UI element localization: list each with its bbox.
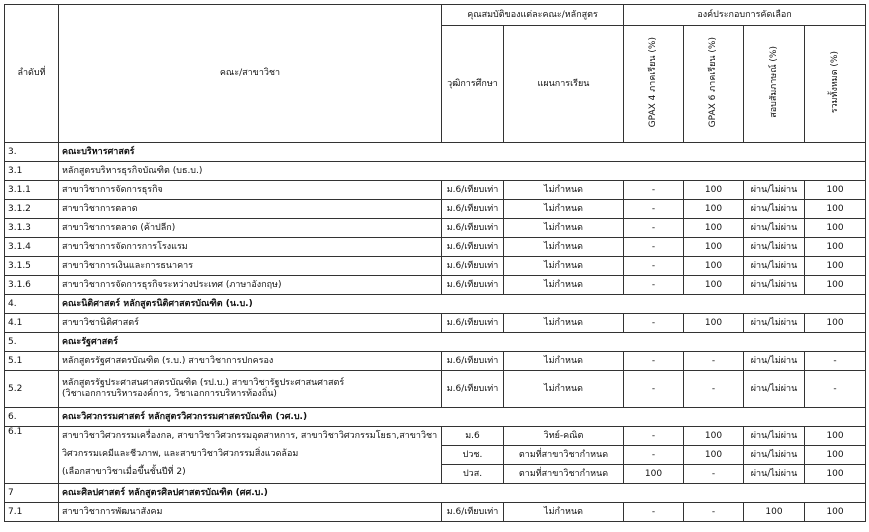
total-value: 100 — [805, 503, 866, 522]
education: ปวช. — [442, 446, 504, 465]
education: ม.6/เทียบเท่า — [442, 200, 504, 219]
row-no: 3. — [5, 143, 59, 162]
row-no: 3.1.2 — [5, 200, 59, 219]
row-no: 3.1.3 — [5, 219, 59, 238]
row-no: 3.1.4 — [5, 238, 59, 257]
total-value: 100 — [805, 219, 866, 238]
gpax4-value: 100 — [624, 465, 684, 484]
gpax4-value: - — [624, 219, 684, 238]
header-qualification-group: คุณสมบัติของแต่ละคณะ/หลักสูตร — [442, 5, 624, 26]
study-plan: ตามที่สาขาวิชากำหนด — [504, 465, 624, 484]
section-title: คณะวิศวกรรมศาสตร์ หลักสูตรวิศวกรรมศาสตรบัณฑิต (วศ.บ.) — [59, 408, 866, 427]
program-name: วิศวกรรมเคมีและชีวภาพ, และสาขาวิชาวิศวกรรมสิ่งแวดล้อม — [62, 449, 299, 459]
interview-value: ผ่าน/ไม่ผ่าน — [744, 352, 805, 371]
study-plan: ไม่กำหนด — [504, 314, 624, 333]
gpax4-value: - — [624, 371, 684, 408]
table-row — [5, 427, 866, 446]
program-name: สาขาวิชาการเงินและการธนาคาร — [59, 257, 442, 276]
table-header — [5, 5, 866, 143]
total-value: 100 — [805, 446, 866, 465]
program-name-detail: (วิชาเอกการบริหารองค์การ, วิชาเอกการบริหารท้องถิ่น) — [62, 389, 277, 399]
education: ปวส. — [442, 465, 504, 484]
row-no: 4.1 — [5, 314, 59, 333]
gpax4-value: - — [624, 200, 684, 219]
table-row — [5, 408, 866, 427]
education: ม.6/เทียบเท่า — [442, 238, 504, 257]
interview-value: ผ่าน/ไม่ผ่าน — [744, 465, 805, 484]
row-no: 6. — [5, 408, 59, 427]
study-plan: ไม่กำหนด — [504, 257, 624, 276]
table-row — [5, 257, 866, 276]
interview-value: ผ่าน/ไม่ผ่าน — [744, 219, 805, 238]
program-name: สาขาวิชาการตลาด (ค้าปลีก) — [59, 219, 442, 238]
subsection-title: หลักสูตรบริหารธุรกิจบัณฑิต (บธ.บ.) — [59, 162, 866, 181]
education: ม.6/เทียบเท่า — [442, 371, 504, 408]
education: ม.6 — [442, 427, 504, 446]
total-value: 100 — [805, 465, 866, 484]
gpax4-value: - — [624, 238, 684, 257]
program-name: สาขาวิชาวิศวกรรมเครื่องกล, สาขาวิชาวิศวกรรมอุตสาหการ, สาขาวิชาวิศวกรรมโยธา,สาขาวิชา — [62, 431, 438, 441]
gpax6-value: 100 — [684, 276, 744, 295]
gpax4-value: - — [624, 503, 684, 522]
section-title: คณะบริหารศาสตร์ — [59, 143, 866, 162]
gpax6-value: 100 — [684, 181, 744, 200]
total-value: 100 — [805, 427, 866, 446]
gpax4-value: - — [624, 314, 684, 333]
total-value: 100 — [805, 257, 866, 276]
admission-table — [4, 4, 866, 522]
gpax6-value: 100 — [684, 238, 744, 257]
interview-value: ผ่าน/ไม่ผ่าน — [744, 427, 805, 446]
education: ม.6/เทียบเท่า — [442, 503, 504, 522]
total-value: 100 — [805, 200, 866, 219]
table-row — [5, 484, 866, 503]
header-education: วุฒิการศึกษา — [442, 26, 504, 143]
study-plan: ไม่กำหนด — [504, 219, 624, 238]
interview-value: ผ่าน/ไม่ผ่าน — [744, 200, 805, 219]
row-no: 4. — [5, 295, 59, 314]
study-plan: ไม่กำหนด — [504, 238, 624, 257]
row-no: 7.1 — [5, 503, 59, 522]
table-row — [5, 352, 866, 371]
row-no: 5. — [5, 333, 59, 352]
interview-value: ผ่าน/ไม่ผ่าน — [744, 276, 805, 295]
education: ม.6/เทียบเท่า — [442, 276, 504, 295]
education: ม.6/เทียบเท่า — [442, 257, 504, 276]
gpax6-value: - — [684, 465, 744, 484]
gpax6-value: 100 — [684, 219, 744, 238]
table-row — [5, 503, 866, 522]
total-value: 100 — [805, 238, 866, 257]
gpax6-value: - — [684, 352, 744, 371]
program-name: สาขาวิชาการตลาด — [59, 200, 442, 219]
study-plan: ไม่กำหนด — [504, 503, 624, 522]
gpax6-value: 100 — [684, 446, 744, 465]
gpax4-value: - — [624, 446, 684, 465]
table-row — [5, 295, 866, 314]
study-plan: ตามที่สาขาวิชากำหนด — [504, 446, 624, 465]
education: ม.6/เทียบเท่า — [442, 181, 504, 200]
study-plan: ไม่กำหนด — [504, 276, 624, 295]
education: ม.6/เทียบเท่า — [442, 352, 504, 371]
education: ม.6/เทียบเท่า — [442, 219, 504, 238]
total-value: 100 — [805, 276, 866, 295]
section-title: คณะนิติศาสตร์ หลักสูตรนิติศาสตรบัณฑิต (น.บ.) — [59, 295, 866, 314]
table-row — [5, 314, 866, 333]
gpax4-value: - — [624, 352, 684, 371]
header-faculty: คณะ/สาขาวิชา — [59, 5, 442, 143]
total-value: 100 — [805, 314, 866, 333]
table-row — [5, 200, 866, 219]
education: ม.6/เทียบเท่า — [442, 314, 504, 333]
program-name: สาขาวิชานิติศาสตร์ — [59, 314, 442, 333]
header-total: รวมทั้งหมด (%) — [829, 50, 840, 114]
row-no: 3.1.1 — [5, 181, 59, 200]
study-plan: ไม่กำหนด — [504, 181, 624, 200]
gpax6-value: 100 — [684, 314, 744, 333]
study-plan: ไม่กำหนด — [504, 352, 624, 371]
table-row — [5, 333, 866, 352]
study-plan: ไม่กำหนด — [504, 371, 624, 408]
table-row — [5, 276, 866, 295]
gpax6-value: 100 — [684, 427, 744, 446]
gpax6-value: - — [684, 371, 744, 408]
interview-value: ผ่าน/ไม่ผ่าน — [744, 257, 805, 276]
row-no: 3.1.6 — [5, 276, 59, 295]
header-gpax6: GPAX 6 ภาคเรียน (%) — [708, 36, 719, 128]
section-title: คณะรัฐศาสตร์ — [59, 333, 866, 352]
program-name: สาขาวิชาการพัฒนาสังคม — [59, 503, 442, 522]
header-gpax4: GPAX 4 ภาคเรียน (%) — [648, 36, 659, 128]
interview-value: ผ่าน/ไม่ผ่าน — [744, 314, 805, 333]
header-study-plan: แผนการเรียน — [504, 26, 624, 143]
program-name: สาขาวิชาการจัดการการโรงแรม — [59, 238, 442, 257]
interview-value: ผ่าน/ไม่ผ่าน — [744, 446, 805, 465]
header-no: ลำดับที่ — [5, 5, 59, 143]
table-row — [5, 371, 866, 408]
program-name-note: (เลือกสาขาวิชาเมื่อขึ้นชั้นปีที่ 2) — [62, 467, 186, 477]
row-no: 3.1 — [5, 162, 59, 181]
program-name: สาขาวิชาการจัดการธุรกิจ — [59, 181, 442, 200]
table-row — [5, 162, 866, 181]
program-name: หลักสูตรรัฐประศาสนศาสตรบัณฑิต (รป.บ.) สาขาวิชารัฐประศาสนศาสตร์ — [62, 378, 345, 388]
total-value: 100 — [805, 181, 866, 200]
interview-value: ผ่าน/ไม่ผ่าน — [744, 238, 805, 257]
interview-value: 100 — [744, 503, 805, 522]
interview-value: ผ่าน/ไม่ผ่าน — [744, 181, 805, 200]
row-no: 5.1 — [5, 352, 59, 371]
study-plan: ไม่กำหนด — [504, 200, 624, 219]
gpax4-value: - — [624, 181, 684, 200]
total-value: - — [805, 371, 866, 408]
gpax6-value: 100 — [684, 257, 744, 276]
total-value: - — [805, 352, 866, 371]
gpax6-value: - — [684, 503, 744, 522]
table-row — [5, 219, 866, 238]
table-row — [5, 238, 866, 257]
gpax4-value: - — [624, 276, 684, 295]
table-row — [5, 181, 866, 200]
row-no: 6.1 — [5, 427, 59, 484]
row-no: 3.1.5 — [5, 257, 59, 276]
interview-value: ผ่าน/ไม่ผ่าน — [744, 371, 805, 408]
program-name: สาขาวิชาการจัดการธุรกิจระหว่างประเทศ (ภาษาอังกฤษ) — [59, 276, 442, 295]
header-interview: สอบสัมภาษณ์ (%) — [768, 46, 779, 118]
section-title: คณะศิลปศาสตร์ หลักสูตรศิลปศาสตรบัณฑิต (ศศ.บ.) — [59, 484, 866, 503]
program-name: หลักสูตรรัฐศาสตรบัณฑิต (ร.บ.) สาขาวิชาการปกครอง — [59, 352, 442, 371]
gpax4-value: - — [624, 427, 684, 446]
row-no: 7 — [5, 484, 59, 503]
gpax4-value: - — [624, 257, 684, 276]
table-body — [5, 143, 866, 522]
table-row — [5, 143, 866, 162]
gpax6-value: 100 — [684, 200, 744, 219]
header-selection-group: องค์ประกอบการคัดเลือก — [624, 5, 866, 26]
row-no: 5.2 — [5, 371, 59, 408]
study-plan: วิทย์-คณิต — [504, 427, 624, 446]
